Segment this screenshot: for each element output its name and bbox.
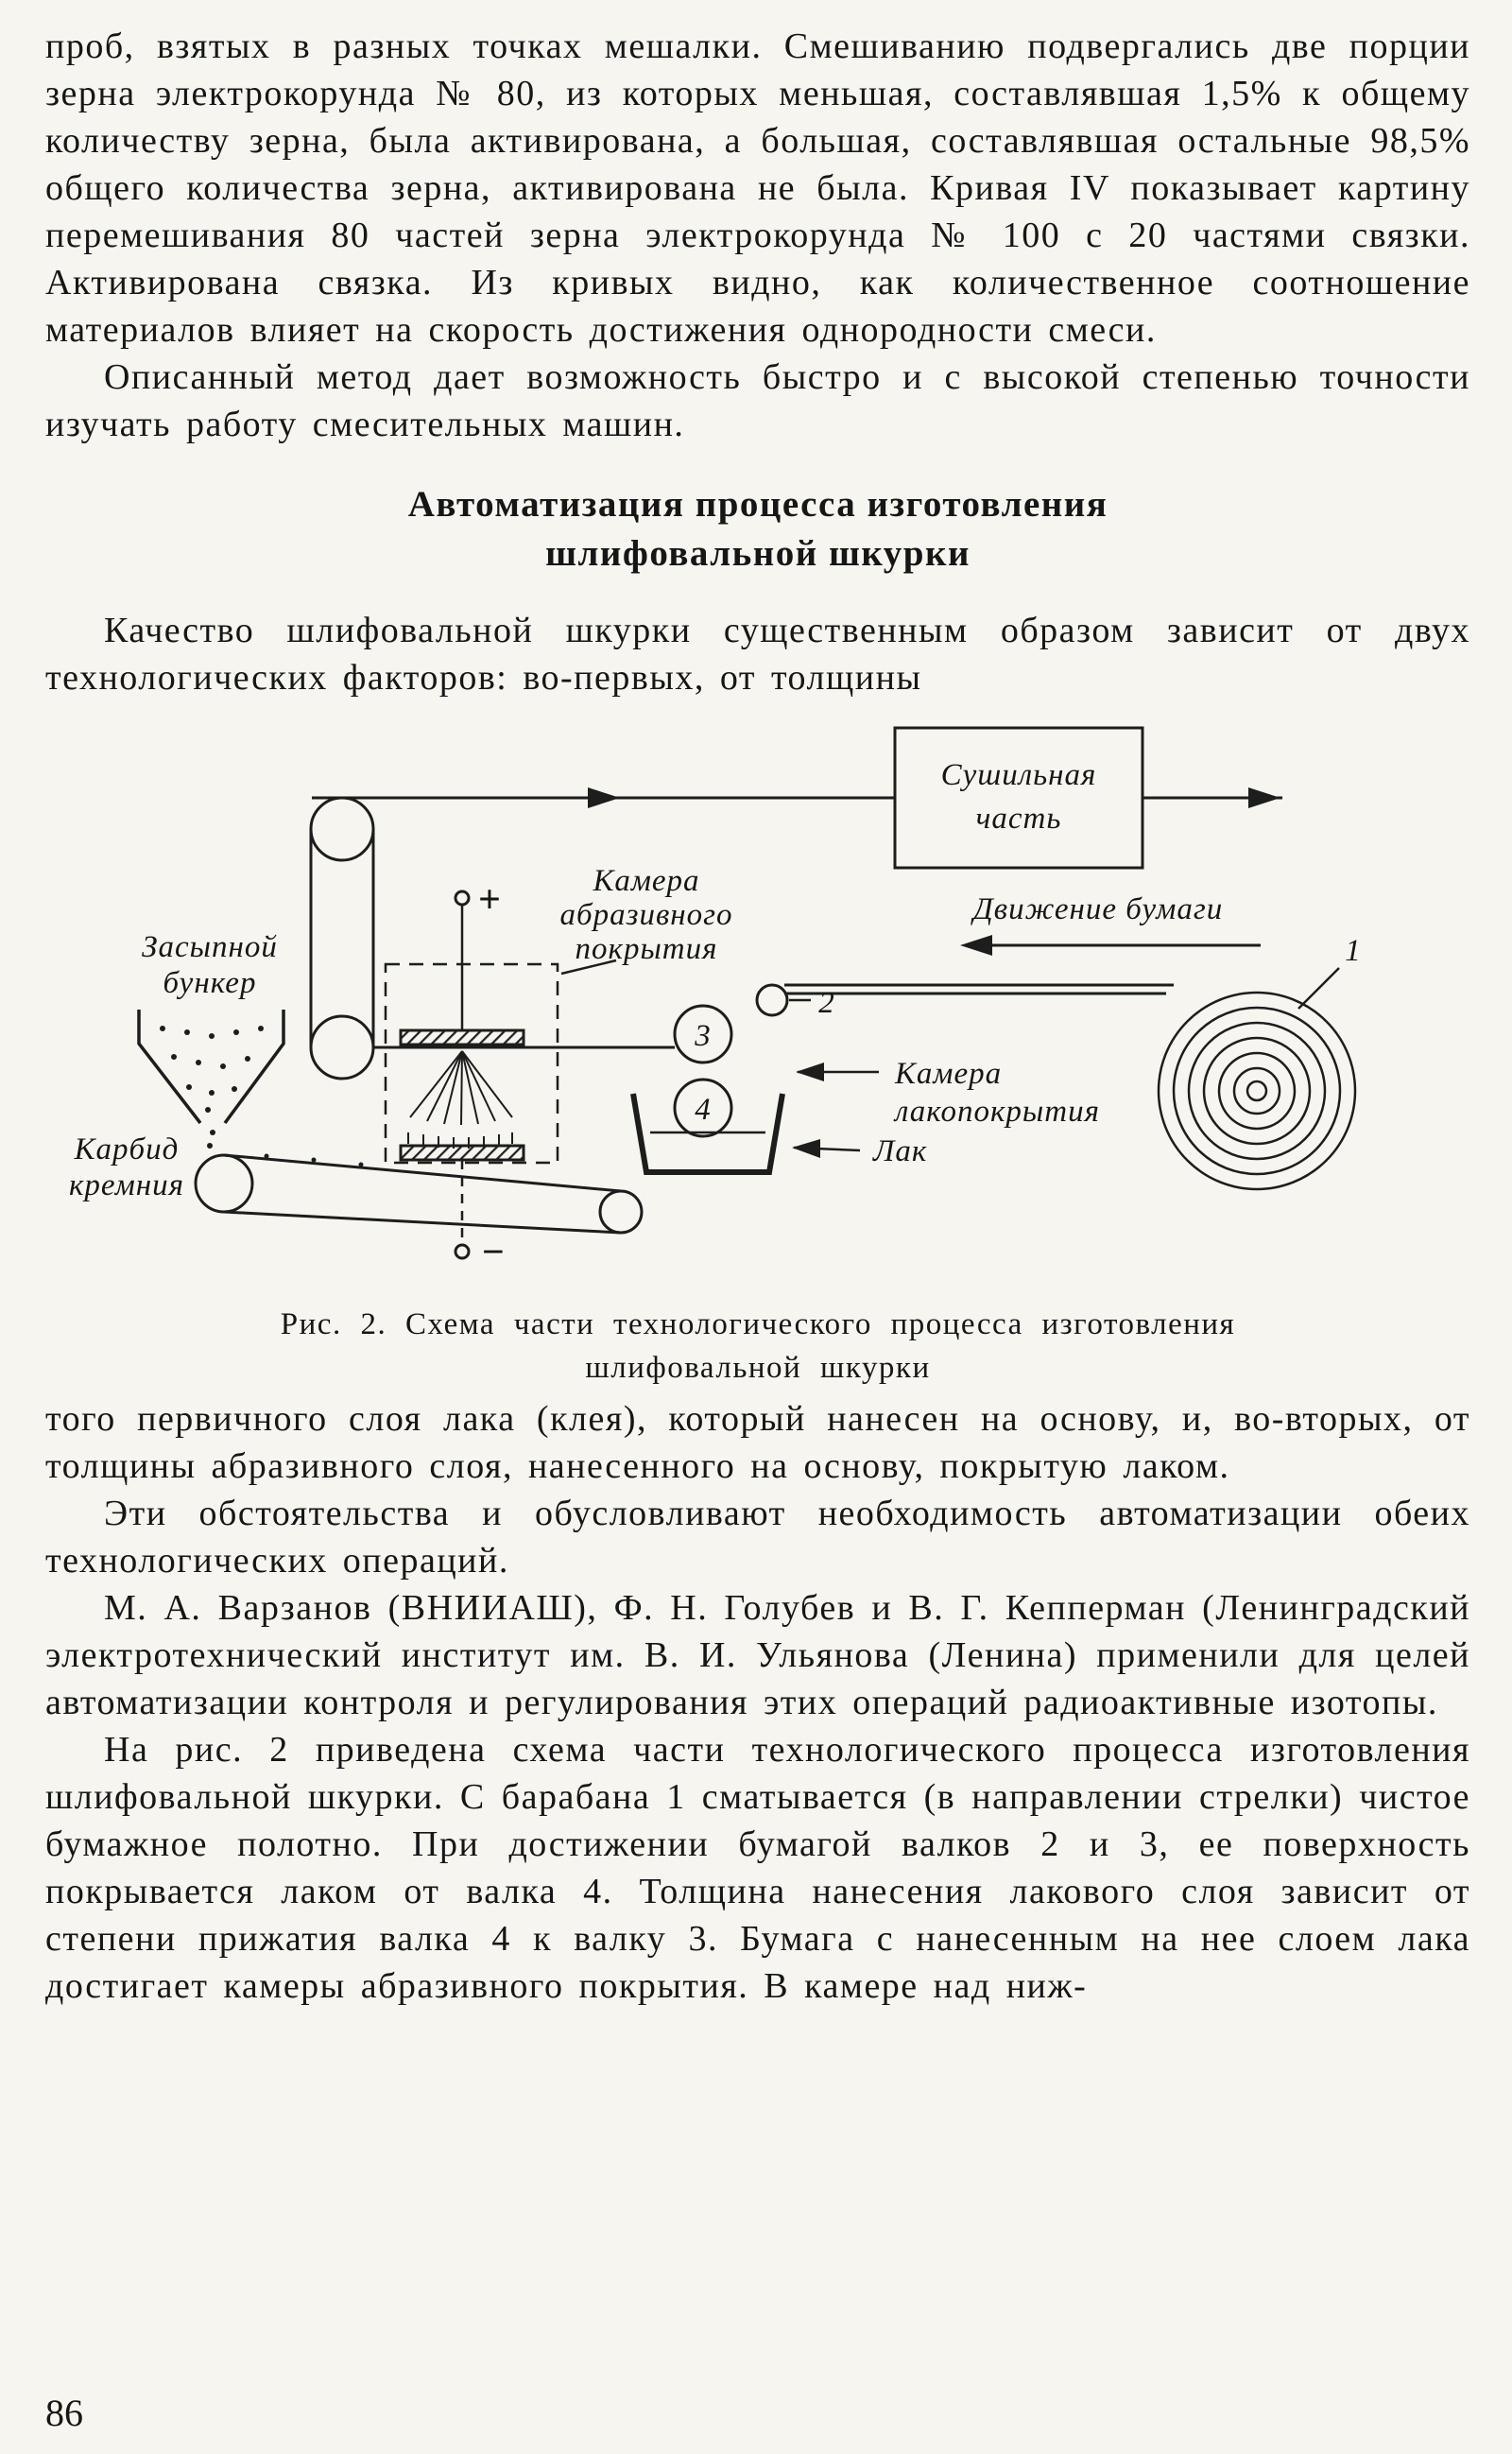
label-drying-line2: часть [975,802,1062,836]
label-abrasive-chamber-line3: покрытия [575,932,718,966]
section-heading [45,480,1470,579]
label-roller-4: 4 [695,1093,712,1127]
figure-caption [45,1303,1470,1390]
paper-drum [1159,993,1355,1189]
lower-electrode [401,1146,524,1160]
label-abrasive-chamber-line1: Камера [593,864,700,898]
grain-spray [408,1051,512,1149]
paragraph-circumstances: Эти обстоятельства и обусловливают необходимость автоматизации обеих технологических операций. [45,1494,1470,1581]
page-number: 86 [45,2392,83,2434]
arrow-left-paper-motion [960,935,992,956]
label-paper-motion: Движение бумаги [972,892,1224,926]
label-lacquer: Лак [873,1134,928,1168]
lower-left-pulley [311,1016,373,1079]
label-hopper-line1: Засыпной [142,930,278,964]
label-drum-1: 1 [1345,934,1362,968]
label-lacquer-chamber-line1: Камера [895,1057,1003,1091]
conveyor-right-pulley [600,1191,642,1233]
conveyor-left-pulley [196,1155,252,1212]
label-abrasive-chamber-line2: абразивного [559,898,733,932]
label-lacquer-chamber-line2: лакопокрытия [895,1095,1100,1129]
label-carbide-line1: Карбид [74,1132,180,1167]
diagram-labels [69,758,1362,1274]
process-diagram [68,720,1448,1295]
arrow-left-lacquer [792,1139,820,1158]
label-hopper-line2: бункер [163,966,257,1000]
roller-2 [757,985,787,1015]
drying-section-box [895,728,1143,868]
section-heading-line-2: шлифовальной шкурки [545,533,971,574]
paragraph-authors: М. А. Варзанов (ВНИИАШ), Ф. Н. Голубев и В. Г. Кепперман (Ленинградский электротехнический институт им. В. И. Ульянова (Ленина) применили для целей автоматизации контроля и регулирования этих операций радиоактивные изотопы. [45,1588,1470,1722]
paragraph-continuation-2: того первичного слоя лака (клея), который нанесен на основу, и, во-вторых, от толщины абразивного слоя, нанесенного на основу, покрытую лаком. [45,1399,1470,1486]
arrow-right-exit [1248,787,1280,808]
paragraph-quality: Качество шлифовальной шкурки существенным образом зависит от двух технологических факторов: во-первых, от толщины [45,611,1470,698]
figure-caption-line2: шлифовальной шкурки [585,1351,931,1385]
label-carbide-line2: кремния [68,1168,185,1202]
paragraph-process-description: На рис. 2 приведена схема части технологического процесса изготовления шлифовальной шкурки. С барабана 1 сматывается (в направлении стрелки) чистое бумажное полотно. При достижении бумагой валков 2 и 3, ее поверхность покрывается лаком от валка 4. Толщина нанесения лакового слоя зависит от степени прижатия валка 4 к валку 3. Бумага с нанесенным на нее слоем лака достигает камеры абразивного покрытия. В камере над ниж- [45,1730,1470,2006]
minus-terminal [455,1245,469,1258]
upper-left-pulley [311,798,373,860]
label-drying-line1: Сушильная [940,758,1097,792]
arrow-right-entry [588,787,620,808]
paragraph-method: Описанный метод дает возможность быстро и с высокой степенью точности изучать работу смесительных машин. [45,357,1470,444]
plus-terminal [455,891,469,905]
diagram-lines [139,728,1355,1258]
plus-sign: + [478,878,501,922]
minus-sign: − [482,1231,505,1274]
conveyor-belt-bottom [224,1212,621,1233]
section-heading-line-1: Автоматизация процесса изготовления [407,484,1108,525]
arrow-left-lacquer-chamber [796,1063,824,1081]
label-roller-2: 2 [818,986,835,1020]
figure-caption-line1: Рис. 2. Схема части технологического процесса изготовления [280,1307,1236,1341]
upper-electrode [401,1030,524,1045]
figure-2 [45,720,1470,1390]
label-roller-3: 3 [695,1019,712,1053]
grain-dots [160,1026,364,1167]
paragraph-continuation-1: проб, взятых в разных точках мешалки. Смешиванию подвергались две порции зерна электрокорунда № 80, из которых меньшая, составлявшая 1,5% к общему количеству зерна, была активирована, а большая, составлявшая остальные 98,5% общего количества зерна, активирована не была. Кривая IV показывает картину перемешивания 80 частей зерна электрокорунда № 100 с 20 частями связки. Активирована связка. Из кривых видно, как количественное соотношение материалов влияет на скорость достижения однородности смеси. [45,26,1470,350]
drum-label-leader [1298,968,1339,1009]
